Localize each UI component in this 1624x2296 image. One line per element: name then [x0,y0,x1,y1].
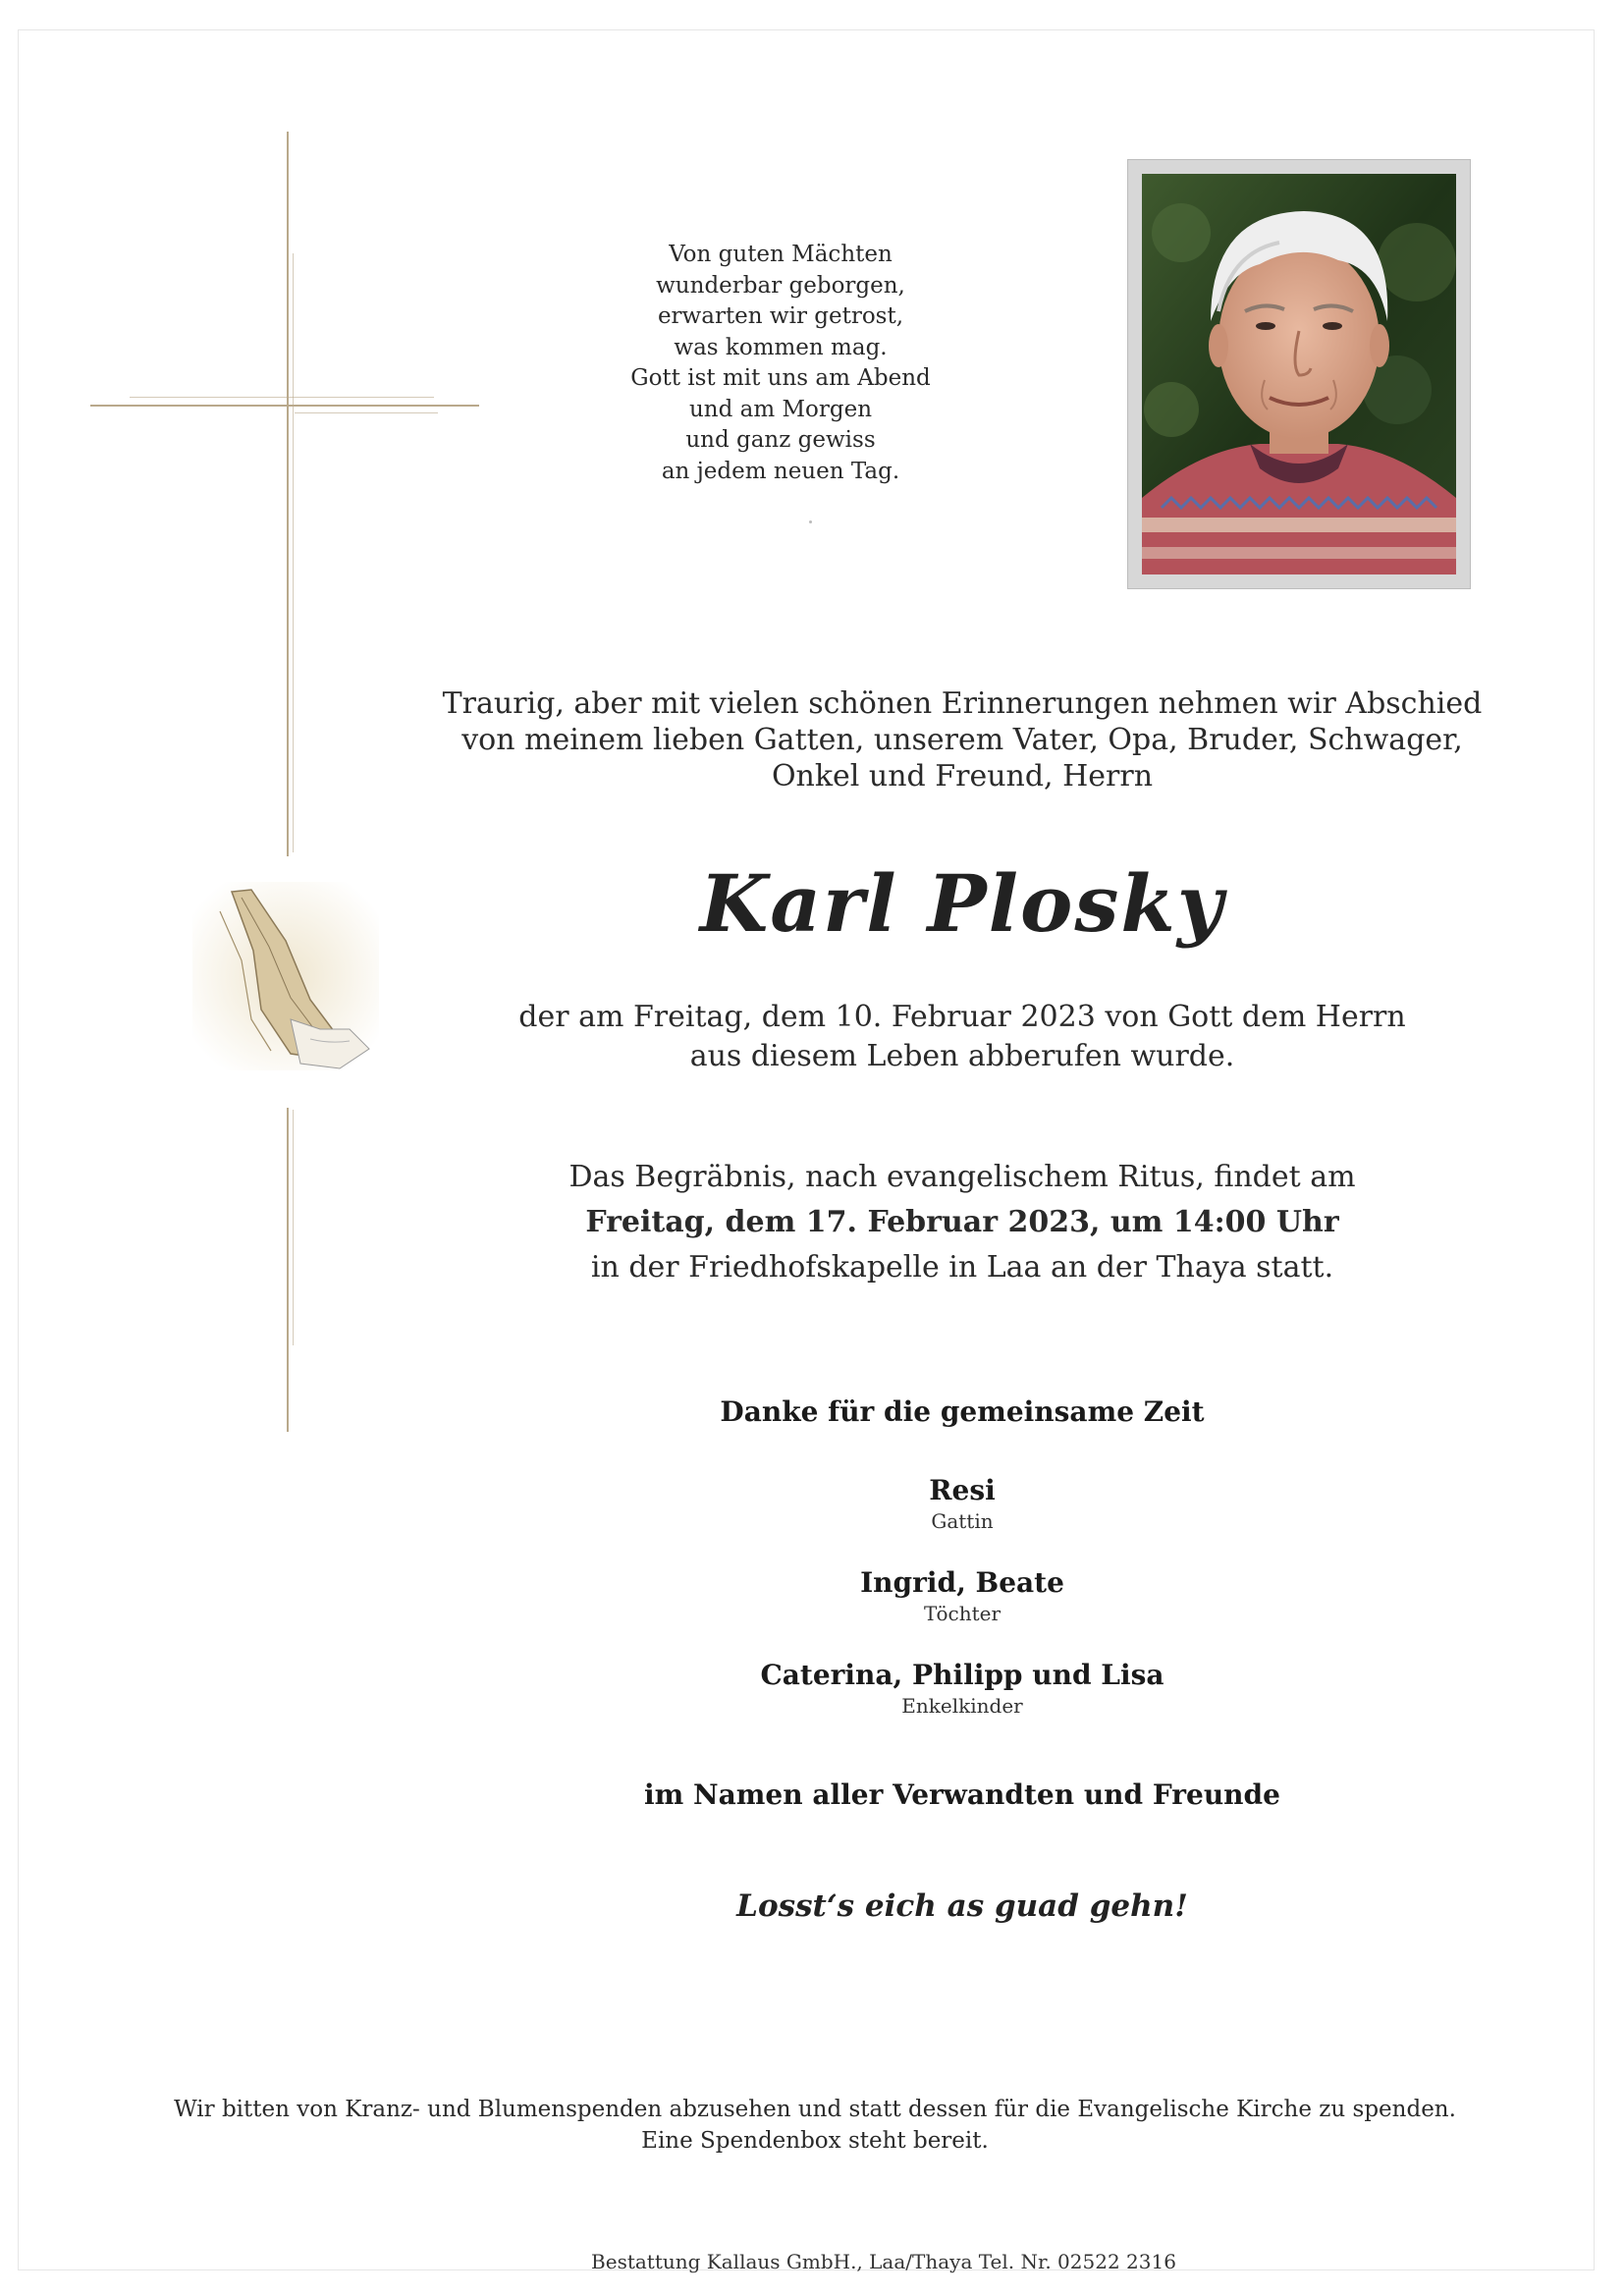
funeral-date: Freitag, dem 17. Februar 2023, um 14:00 Uhr [585,1205,1339,1239]
relative-name: Caterina, Philipp und Lisa [760,1659,1164,1691]
decorative-dot [809,520,812,523]
quote-line: und ganz gewiss [685,427,876,453]
farewell-line: Losst‘s eich as guad gehn! [736,1888,1188,1924]
relative-block [628,1658,1296,1719]
relative-block [668,1565,1257,1626]
quote-line: Gott ist mit uns am Abend [630,365,931,391]
donation-line: Eine Spendenbox steht bereit. [641,2128,989,2154]
quote-line: erwarten wir getrost, [657,303,904,329]
portrait-image [1142,174,1456,574]
quote-line: und am Morgen [688,396,873,422]
intro-text [432,685,1492,794]
quote-line: wunderbar geborgen, [656,272,905,299]
quote-line: Von guten Mächten [669,242,893,267]
intro-line: Onkel und Freund, Herrn [771,759,1154,793]
donation-note [118,2094,1512,2157]
relative-role: Töchter [923,1602,1001,1625]
death-line: aus diesem Leben abberufen wurde. [689,1039,1235,1073]
donation-line: Wir bitten von Kranz- und Blumenspenden abzusehen und statt dessen für die Evangelische Kirche zu spenden. [174,2097,1456,2122]
relative-role: Enkelkinder [901,1694,1023,1718]
relative-name: Ingrid, Beate [860,1566,1064,1599]
relative-name: Resi [929,1474,996,1506]
funeral-info [461,1155,1463,1290]
praying-hands-icon [192,882,379,1070]
funeral-line: in der Friedhofskapelle in Laa an der Thaya statt. [590,1250,1334,1285]
relative-block [668,1473,1257,1534]
closing-line: im Namen aller Verwandten und Freunde [644,1778,1280,1811]
quote-line: an jedem neuen Tag. [661,458,900,484]
death-line: der am Freitag, dem 10. Februar 2023 von Gott dem Herrn [518,1000,1406,1034]
funeral-line: Das Begräbnis, nach evangelischem Ritus, findet am [568,1160,1356,1194]
relative-role: Gattin [931,1509,994,1533]
intro-line: von meinem lieben Gatten, unserem Vater, Opa, Bruder, Schwager, [461,723,1463,757]
quote [550,240,1011,487]
quote-line: was kommen mag. [674,334,888,360]
death-notice [461,998,1463,1076]
funeral-home-footer: Bestattung Kallaus GmbH., Laa/Thaya Tel. Nr. 02522 2316 [591,2250,1176,2273]
thanks-heading: Danke für die gemeinsame Zeit [720,1395,1205,1428]
portrait-photo [1127,159,1471,589]
deceased-name: Karl Plosky [699,857,1225,950]
intro-line: Traurig, aber mit vielen schönen Erinnerungen nehmen wir Abschied [442,686,1483,721]
